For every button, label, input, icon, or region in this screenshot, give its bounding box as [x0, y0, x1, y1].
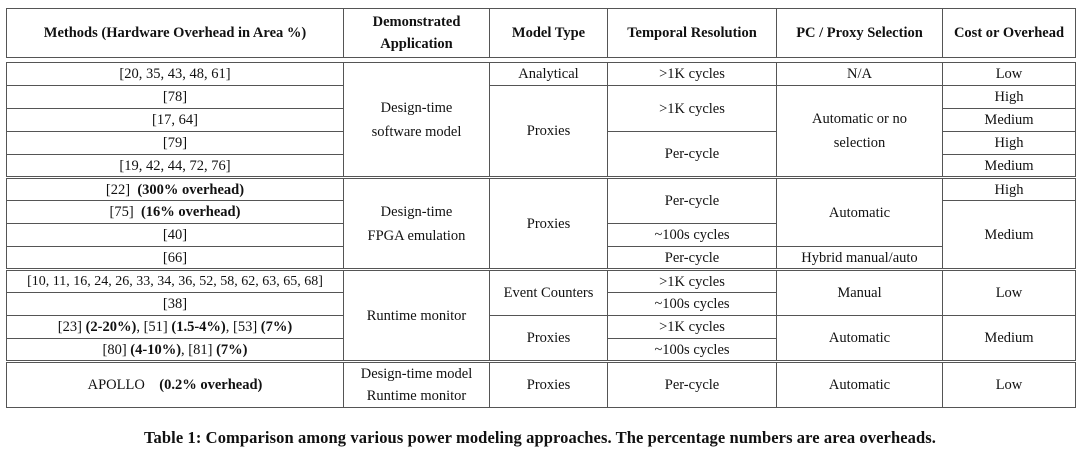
methods-cell: [7, 178, 344, 201]
method-overhead: (0.2% overhead): [159, 377, 263, 393]
application-line: Design-time model: [360, 366, 473, 382]
temporal-cell: ~100s cycles: [608, 293, 777, 316]
methods-cell: [10, 11, 16, 24, 26, 33, 34, 36, 52, 58, 62, 63, 65, 68]: [7, 270, 344, 293]
method-ref: [22]: [105, 181, 131, 198]
methods-cell: [38]: [7, 293, 344, 316]
cost-cell: Medium: [943, 316, 1076, 362]
model-cell: Proxies: [490, 178, 608, 270]
model-cell: Analytical: [490, 63, 608, 86]
application-cell: [344, 362, 490, 408]
cost-cell: Low: [943, 362, 1076, 408]
cost-cell: Low: [943, 63, 1076, 86]
cost-cell: High: [943, 178, 1076, 201]
model-cell: Proxies: [490, 362, 608, 408]
table-caption: Table 1: Comparison among various power modeling approaches. The percentage numbers are area overheads.: [143, 428, 937, 447]
table-row: [7, 316, 1076, 339]
selection-cell: Hybrid manual/auto: [777, 247, 943, 270]
temporal-cell: >1K cycles: [608, 63, 777, 86]
methods-cell: [66]: [7, 247, 344, 270]
selection-cell: N/A: [777, 63, 943, 86]
temporal-cell: >1K cycles: [608, 316, 777, 339]
temporal-cell: Per-cycle: [608, 132, 777, 178]
methods-cell: [40]: [7, 224, 344, 247]
model-cell: Proxies: [490, 86, 608, 178]
methods-cell: [17, 64]: [7, 109, 344, 132]
method-overhead: (16% overhead): [140, 204, 241, 220]
selection-cell: Manual: [777, 270, 943, 316]
cost-cell: Low: [943, 270, 1076, 316]
methods-cell: [7, 339, 344, 362]
group-fpga-emulation: [7, 178, 1076, 270]
methods-cell: [79]: [7, 132, 344, 155]
methods-cell: [19, 42, 44, 72, 76]: [7, 155, 344, 178]
cost-cell: High: [943, 86, 1076, 109]
method-overhead: (2-20%): [85, 319, 137, 335]
temporal-cell: Per-cycle: [608, 247, 777, 270]
method-ref: , [81]: [181, 341, 213, 358]
temporal-cell: >1K cycles: [608, 270, 777, 293]
method-overhead: (7%): [260, 319, 293, 335]
method-ref: [23]: [57, 319, 82, 335]
header-methods: Methods (Hardware Overhead in Area %): [7, 9, 344, 58]
application-cell: Design-time FPGA emulation: [344, 178, 490, 270]
table-row: [7, 270, 1076, 293]
method-ref: , [51]: [136, 319, 168, 335]
selection-cell: Automatic: [777, 316, 943, 362]
temporal-cell: >1K cycles: [608, 86, 777, 132]
selection-cell: Automatic: [777, 178, 943, 247]
method-overhead: (7%): [216, 341, 248, 358]
temporal-cell: Per-cycle: [608, 362, 777, 408]
cost-cell: High: [943, 132, 1076, 155]
header-cost: Cost or Overhead: [943, 9, 1076, 58]
method-ref: [80]: [102, 341, 127, 358]
methods-cell: [7, 316, 344, 339]
application-cell: Design-time software model: [344, 63, 490, 178]
header-application: Demonstrated Application: [344, 9, 490, 58]
methods-cell: [7, 201, 344, 224]
temporal-cell: Per-cycle: [608, 178, 777, 224]
table-row: [7, 178, 1076, 201]
application-line: Runtime monitor: [366, 388, 467, 404]
table-row: [7, 86, 1076, 109]
methods-cell: [78]: [7, 86, 344, 109]
group-apollo: [7, 362, 1076, 408]
cost-cell: Medium: [943, 155, 1076, 178]
model-cell: Proxies: [490, 316, 608, 362]
table-row: [7, 362, 1076, 408]
method-ref: [75]: [109, 204, 134, 220]
methods-cell: [20, 35, 43, 48, 61]: [7, 63, 344, 86]
methods-cell: [7, 362, 344, 408]
comparison-table: [6, 8, 1076, 408]
header-model-type: Model Type: [490, 9, 608, 58]
cost-cell: Medium: [943, 201, 1076, 270]
method-overhead: (4-10%): [130, 341, 182, 358]
selection-cell: Automatic: [777, 362, 943, 408]
temporal-cell: ~100s cycles: [608, 339, 777, 362]
model-cell: Event Counters: [490, 270, 608, 316]
header-selection: PC / Proxy Selection: [777, 9, 943, 58]
method-ref: , [53]: [225, 319, 258, 335]
method-name: APOLLO: [87, 377, 145, 393]
temporal-cell: ~100s cycles: [608, 224, 777, 247]
application-cell: Runtime monitor: [344, 270, 490, 362]
table-row: [7, 63, 1076, 86]
group-runtime-monitor: [7, 270, 1076, 362]
cost-cell: Medium: [943, 109, 1076, 132]
selection-cell: Automatic or no selection: [777, 86, 943, 178]
group-software-model: [7, 63, 1076, 178]
method-overhead: (1.5-4%): [171, 319, 226, 335]
header-temporal-resolution: Temporal Resolution: [608, 9, 777, 58]
header-row: [7, 9, 1076, 58]
method-overhead: (300% overhead): [137, 181, 245, 198]
